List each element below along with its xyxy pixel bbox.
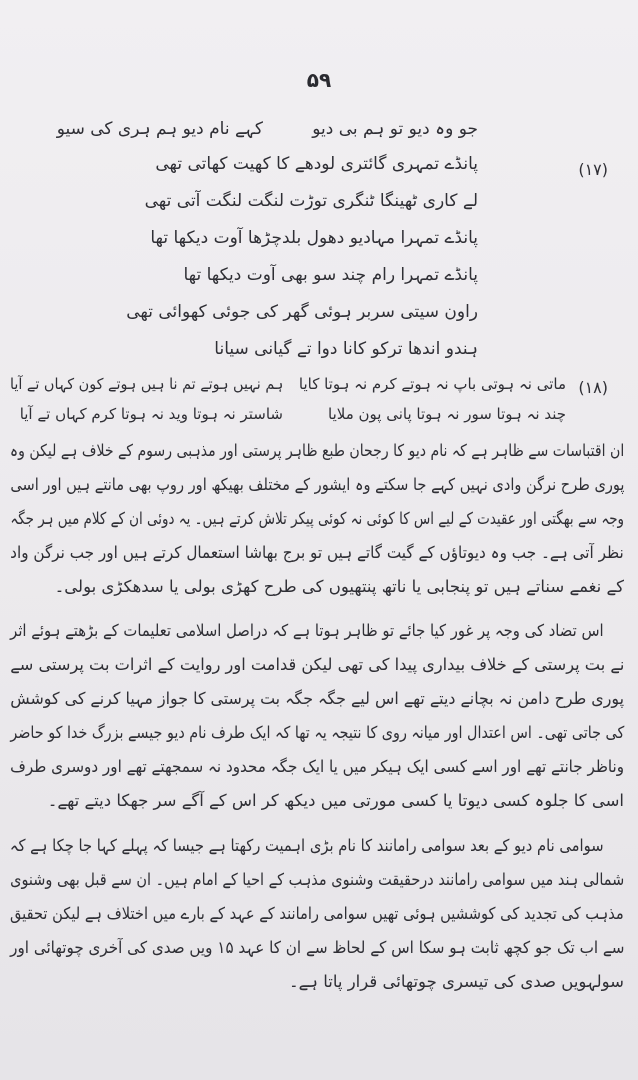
paragraph-line: کی جاتی تھی۔ اس اعتدال اور میانہ روی کا نتیجہ یہ تھا کہ ایک طرف نام دیو جیسے بزرگ خدا کو حاضر	[10, 723, 624, 742]
couplet-intro-right: جو وہ دیو تو ہم بی دیو	[312, 119, 478, 139]
verse-18-line: چند نہ ہوتا سور نہ ہوتا پانی پون ملایا	[328, 405, 566, 423]
verse-17-line: ہندو اندھا ترکو کانا دوا تے گیانی سیانا	[214, 339, 478, 359]
verse-18-marker: (۱۸)	[578, 378, 608, 397]
paragraph-line: اسی کا جلوہ کسی دیوتا یا کسی مورتی میں دیکھ کر اس کے آگے سر جھکا دیتے تھے۔	[47, 791, 624, 810]
paragraph-line: شمالی ہند میں سوامی رامانند درحقیقت وشنوی مذہب کے احیا کے امام ہیں۔ ان سے قبل بھی وشنوی	[9, 870, 624, 889]
verse-17-line: پانڈے تمہرا مہادیو دھول بلدچڑھا آوت دیکھا تھا	[150, 228, 478, 248]
verse-17-line: پانڈے تمہری گائتری لودھے کا کھیت کھاتی تھی	[155, 154, 478, 174]
verse-17-line: راون سیتی سربر ہوئی گھر کی جوئی کھوائی تھی	[126, 302, 478, 322]
paragraph-line: سے اب تک جو کچھ ثابت ہو سکا اس کے لحاظ سے ان کا عہد ۱۵ ویں صدی کی آخری چوتھائی اور	[9, 938, 625, 957]
verse-17-line: لے کاری ٹھینگا ٹنگری توڑت لنگت لنگت آتی تھی	[144, 191, 478, 211]
paragraph-line: وناظر جانتے تھے اور اسے کسی ایک ہیکر میں یا ایک جگہ محدود نہ سمجھتے تھے اور دوسری طرف	[10, 757, 624, 776]
verse-17-line: پانڈے تمہرا رام چند سو بھی آوت دیکھا تھا	[183, 265, 478, 285]
paragraph-line: نے بت پرستی کے خلاف بیداری پیدا کی تھی لیکن قدامت اور روایت کے اثرات بت پرستی سے	[9, 655, 624, 674]
paragraph-line: ان اقتباسات سے ظاہر ہے کہ نام دیو کا رجحان طبع ظاہر پرستی اور مذہبی رسوم کے خلاف ہے لیکن وہ	[9, 441, 624, 460]
page-number: ۵۹	[306, 68, 332, 92]
verse-17-marker: (۱۷)	[578, 160, 608, 179]
verse-18-line: ماتی نہ ہوتی باپ نہ ہوتے کرم نہ ہوتا کایا	[298, 375, 566, 393]
paragraph-line: نظر آتی ہے۔ جب وہ دیوتاؤں کے گیت گاتے ہیں تو برج بھاشا استعمال کرتے ہیں اور جب نرگن واد	[10, 543, 624, 562]
paragraph-line: کے نغمے سناتے ہیں تو پنجابی یا ناتھ پنتھیوں کی طرح کھڑی بولی یا سدھکڑی بولی۔	[54, 577, 624, 596]
verse-18-line: ہم نہیں ہوتے تم نا ہیں ہوتے کون کہاں تے آیا	[9, 375, 283, 393]
paragraph-line: پوری طرح دامن نہ بچانے دیتے تھے اس لیے جگہ جگہ بت پرستی کا جواز مہیا کرنے کی کوشش	[10, 689, 624, 708]
paragraph-line: وجہ سے بھگتی اور عقیدت کے لیے اس کا کوئی نہ کوئی پیکر تلاش کرتے ہیں۔ یہ دوئی ان کے کلام میں ہر جگہ	[10, 509, 624, 528]
paragraph-line: مذہب کی تجدید کی کوششیں ہوئی تھیں سوامی رامانند کے عہد کے بارے میں اختلاف ہے لیکن تحقیق	[10, 904, 624, 923]
paragraph-line: پوری طرح نرگن وادی نہیں کہے جا سکتے وہ ایشور کے مختلف بھیکھ اور روپ بھی مانتے ہیں اور اسی	[9, 475, 624, 494]
paragraph-line: سوامی نام دیو کے بعد سوامی رامانند کا نام بڑی اہمیت رکھتا ہے جیسا کہ پہلے کہا جا چکا ہے کہ	[10, 836, 604, 855]
paragraph-line: سولہویں صدی کی تیسری چوتھائی قرار پاتا ہے۔	[288, 972, 624, 991]
verse-18-line: شاستر نہ ہوتا وید نہ ہوتا کرم کہاں تے آیا	[19, 405, 283, 423]
paragraph-line: اس تضاد کی وجہ پر غور کیا جائے تو ظاہر ہوتا ہے کہ دراصل اسلامی تعلیمات کے بڑھتے ہوئے اثر	[10, 621, 604, 640]
couplet-intro-left: کہے نام دیو ہم ہری کی سیو	[56, 119, 263, 139]
